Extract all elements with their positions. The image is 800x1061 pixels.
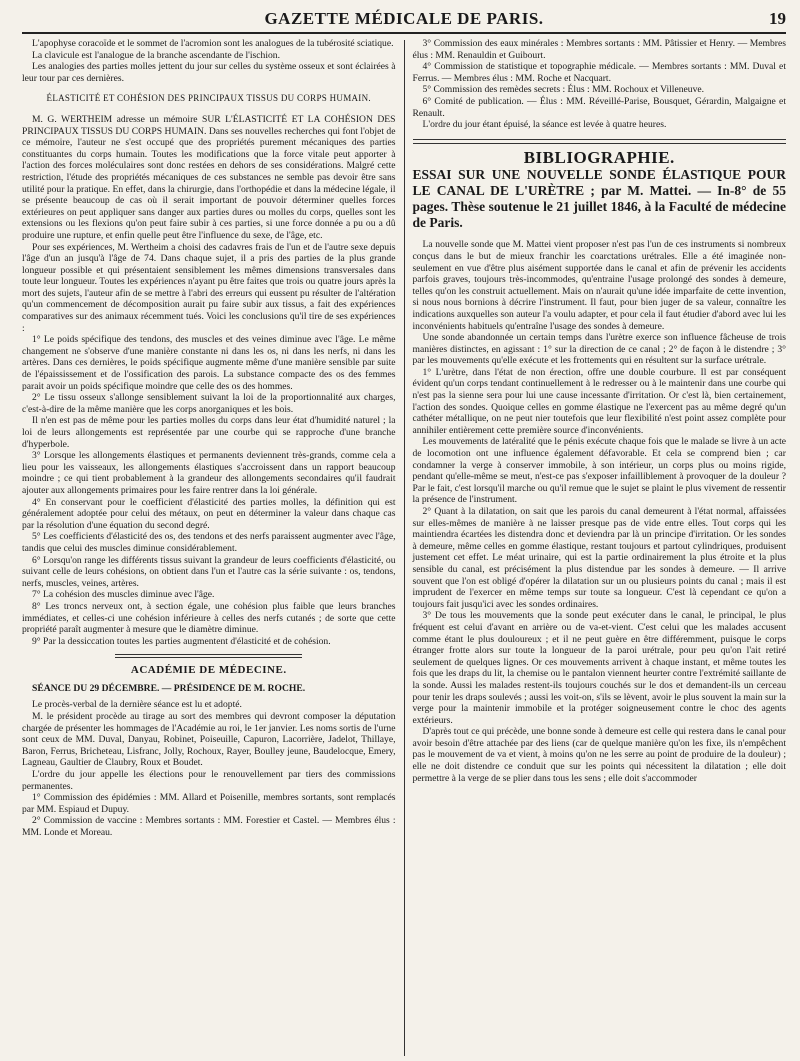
review-paragraph: Les mouvements de latéralité que le pénis exécute chaque fois que le malade se livre à un acte de locomotion ont une influence également défavorable. Et cela se comprend bien ; car condamner la verge à conserver immobile, à son intérieur, un corps plus ou moins rigide, pendant qu'elle-même se meut, n'est-ce pas s'exposer infailliblement à provoquer de la douleur ? Par le fait, c'est lorsqu'il marche ou qu'il remue que le sujet se plaint le plus vivement de ressentir la présence de l'instrument. [412,436,786,506]
page-header [22,0,786,34]
intro-paragraph: La clavicule est l'analogue de la branche ascendante de l'ischion. [32,49,280,61]
academie-paragraph: 1° Commission des épidémies : MM. Allard et Poisenille, membres sortants, sont remplacés par MM. Espiaud et Dupuy. [22,792,396,815]
bibliographie-title: BIBLIOGRAPHIE. [523,147,675,167]
seance-heading: SÉANCE DU 29 DÉCEMBRE. — PRÉSIDENCE DE M. ROCHE. [32,682,306,694]
academie-paragraph: M. le président procède au tirage au sort des membres qui devront composer la députation chargée de présenter les hommages de l'Académie au roi, le 1er janvier. Les noms sortis de l'urne sont ceux de MM. Duval, Danyau, Robinet, Poiseuille, Capuron, Lacorrière, Jadelot, Thillaye, Baron, Ferrus, Bricheteau, Lisfranc, Jolly, Rochoux, Rayer, Boulley jeune, Baudelocque, Emery, Lagneau, Gaultier de Claubry, Roux et Boudet. [22,711,396,769]
page-number: 19 [768,9,786,28]
commission-item: 5° Commission des remèdes secrets : Élus : MM. Rochoux et Villeneuve. [422,84,705,96]
conclusion-item: 3° Lorsque les allongements élastiques et permanents deviennent très-grands, comme cela a lieu pour les vaisseaux, les allongements élastiques s'accroissent dans un rapport beaucoup moindre ; ce qui tient probablement à la grandeur des allongements secondaires qu'il faudrait ajouter aux allongements primaires pour les faire rentrer dans la loi générale. [22,450,396,496]
academie-paragraph: L'ordre du jour appelle les élections pour le renouvellement par tiers des commissions permanentes. [22,769,396,792]
conclusion-item: 5° Les coefficients d'élasticité des os, des tendons et des nerfs paraissent augmenter avec l'âge, tandis que celui des muscles diminue considérablement. [22,531,396,554]
review-paragraph: La nouvelle sonde que M. Mattei vient proposer n'est pas l'un de ces instruments si nombreux conçus dans le but de mieux franchir les coarctations urétrales. Elle a été imaginée non-seulement en vue d'être plus aisément supportée dans le canal et afin de prévenir les accidents parfois graves, toujours très-incommodes, qu'entraine l'usage prolongé des sondes à demeure, telles qu'on les construit actuellement. Mais on n'aurait qu'une idée imparfaite de cette invention, si nous nous bornions à décrire l'instrument. Il faut, pour bien juger de sa valeur, connaître les indications auxquelles son auteur l'a voulu adapter, et pour cela il faut étudier d'abord avec lui les inconvénients habituels qu'entraîne l'usage des sondes à demeure. [412,239,786,332]
left-column [22,38,404,1056]
review-paragraph: Une sonde abandonnée un certain temps dans l'urètre exerce son influence fâcheuse de trois manières distinctes, en agissant : 1° sur la direction de ce canal ; 2° de façon à le distendre ; 3° par les mouvements qu'elle exécute et les frottements qui en résultent sur la surface urétrale. [412,332,786,367]
conclusion-item: 6° Lorsqu'on range les différents tissus suivant la grandeur de leurs coefficients d'élasticité, ou suivant celle de leurs cohésions, on obtient dans l'un et l'autre cas la série suivante : os, tendons, nerfs, muscles, veines, artères. [22,554,396,589]
review-paragraph: 3° De tous les mouvements que la sonde peut exécuter dans le canal, le principal, le plus fréquent est celui d'avant en arrière ou de va-et-vient. C'est celui que les malades accusent comme étant le plus douloureux ; et il ne peut guère en être différemment, puisque le corps étranger frotte alors sur toute la longueur de la paroi urétrale, pour peu qu'on l'ait retiré seulement de quelques lignes. Or ces mouvements arrivent à chaque instant, et même toutes les fois que les draps du lit, la chemise ou le pantalon viennent heurter contre l'extrémité saillante de la sonde. Aussi les malades restent-ils toujours couchés sur le dos et demandent-ils un cerceau pour tenir les draps soulevés ; aussi les voit-on, s'ils se lèvent, avoir le plus souvent la main sur la verge pour la maintenir immobile et la protéger soigneusement contre le choc des agents extérieurs. [412,610,786,726]
right-column [405,38,787,1056]
review-paragraph: 2° Quant à la dilatation, on sait que les parois du canal demeurent à l'état normal, affaissées sur elles-mêmes de manière à ne laisser presque pas de vide entre elles. Tout corps qui les maintiendra écartées les distendra donc et deviendra par là un principe d'irritation. Or les sondes à demeure, même celles en gomme élastique, restant toujours et partout cylindriques, produisent justement cet effet. Le méat urinaire, qui est la partie ordinairement la plus étroite et la plus sensible du canal, est précisément la plus distendue par les sondes à demeure. — Il arrive souvent que l'on est obligé d'opérer la dilatation sur un ou plusieurs points du canal ; mais il est imprudent de l'exercer en même temps sur toute sa longueur. C'est là cependant ce qu'on a toujours fait jusqu'ici avec les sondes ordinaires. [412,506,786,610]
conclusion-item: 9° Par la dessiccation toutes les parties augmentent d'élasticité et de cohésion. [32,635,331,647]
book-title [413,167,787,231]
wertheim-paragraph: M. G. WERTHEIM adresse un mémoire SUR L'ÉLASTICITÉ ET LA COHÉSION DES PRINCIPAUX TISSUS DU CORPS HUMAIN. Dans ses nouvelles recherches qui font l'objet de ce mémoire, l'auteur ne s'est occupé que des propriétés purement mécaniques des parties constituantes du corps humain. Toutes les modifications que la force vitale peut apporter à l'action des forces moléculaires sont donc restées en dehors de ses considérations. Malgré cette restriction, l'étude des propriétés mécaniques de ces substances ne semble pas devoir être sans utilité pour la pratique. En effet, dans la chirurgie, dans l'orthopédie et dans la médecine légale, il se présente beaucoup de cas où il serait important de pouvoir déterminer quelles forces extérieures on peut appliquer sans danger aux parties dures ou molles du corps, quelles sont les extensions ou les flexions qu'on peut faire subir à ces parties, si une force donnée a pu ou a dû produire une rupture, et enfin quelle peut être l'influence du sexe, de l'âge, etc. [22,113,396,241]
conclusions-list [22,334,396,647]
conclusion-item: 8° Les troncs nerveux ont, à section égale, une cohésion plus faible que leurs branches immédiates, et celles-ci une cohésion inférieure à celles des nerfs cutanés ; de sorte que cette propriété paraît augmenter à mesure que le diamètre diminue. [22,600,396,636]
review-paragraph: 1° L'urètre, dans l'état de non érection, offre une double courbure. Il est par conséquent évident qu'un corps tendant continuellement à le redresser ou à le maintenir dans une courbe qui n'est pas la sienne sera pour lui une cause incessante d'irritation. Or c'est là, bien certainement, l'action des sondes. Quoique celles en gomme élastique ne l'exercent pas au même degré qu'un cathéter métallique, on ne peut nier toutefois que leur flexibilité n'est point assez complète pour annihiler entièrement cette première source d'inconvénients. [412,366,786,436]
review-paragraph: D'après tout ce qui précède, une bonne sonde à demeure est celle qui restera dans le canal pour avoir besoin d'être attachée par des liens (car de quelque manière qu'on les fixe, ils n'empêchent pas le mouvement de va et vient, à moins qu'on ne les serre au point de produire de la douleur) ; elle ne doit distendre ce conduit que sur les points qui nécessitent la dilatation ; elle doit permettre à la verge de se plier dans tous les sens ; elle doit s'accommoder [412,726,786,784]
commission-item: L'ordre du jour étant épuisé, la séance est levée à quatre heures. [422,119,667,131]
commission-item: 3° Commission des eaux minérales : Membres sortants : MM. Pâtissier et Henry. — Membres élus : MM. Renauldin et Guibourt. [412,38,786,61]
book-title-details: ; par M. Mattei. — In-8° de 55 pages. Thèse soutenue le 21 juillet 1846, à la Faculté de médecine de Paris. [412,183,786,231]
academie-paragraph: 2° Commission de vaccine : Membres sortants : MM. Forestier et Castel. — Membres élus : MM. Londe et Moreau. [22,815,396,838]
book-title-main: ESSAI SUR UNE NOUVELLE SONDE ÉLASTIQUE POUR LE CANAL DE L'URÈTRE [412,167,786,199]
conclusion-item: 4° En conservant pour le coefficient d'élasticité des parties molles, la définition qui est généralement adoptée pour celui des métaux, on peut en déterminer la valeur dans chaque cas par la résolution d'une équation du second degré. [22,496,396,531]
section-separator [115,654,302,658]
wertheim-paragraph: Pour ses expériences, M. Wertheim a choisi des cadavres frais de l'un et de l'autre sexe depuis l'âge d'un an jusqu'à l'âge de 74. Dans chaque sujet, il a pris des parties de la plus grande longueur possible et qui présentaient sensiblement les mêmes dimensions transversales dans toute leur longueur. Toutes les expériences n'ayant pu être faites que trois ou quatre jours après la mort des sujets, l'auteur afin de se mettre à l'abri des erreurs qui eussent pu résulter de l'altération qu'un commencement de décomposition aurait pu faire subir aux tissus, a fait des expériences comparatives sur des animaux récemment tués. Voici les conclusions qu'il tire de ses expériences : [22,241,396,334]
intro-paragraph: Les analogies des parties molles jettent du jour sur celles du système osseux et sont éclairées à leur tour par ces dernières. [22,61,396,84]
academie-paragraph: Le procès-verbal de la dernière séance est lu et adopté. [32,699,242,711]
academie-title: ACADÉMIE DE MÉDECINE. [130,664,287,677]
commission-item: 4° Commission de statistique et topographie médicale. — Membres sortants : MM. Duval et Ferrus. — Membres élus : MM. Roche et Nacquart. [412,61,786,84]
intro-paragraph: L'apophyse coracoïde et le sommet de l'acromion sont les analogues de la tubérosité sciatique. [32,38,394,49]
conclusion-item: Il n'en est pas de même pour les parties molles du corps dans leur état d'humidité naturel ; la loi de leurs allongements est représentée par une courbe qui se rapproche d'une branche d'hyperbole. [22,415,396,450]
conclusion-item: 2° Le tissu osseux s'allonge sensiblement suivant la loi de la proportionnalité aux charges, c'est-à-dire de la même manière que les corps anorganiques et les bois. [22,392,396,415]
commission-item: 6° Comité de publication. — Élus : MM. Réveillé-Parise, Bousquet, Gérardin, Malgaigne et Renault. [412,95,786,119]
section-heading: ÉLASTICITÉ ET COHÉSION DES PRINCIPAUX TISSUS DU CORPS HUMAIN. [46,93,371,104]
publication-title: GAZETTE MÉDICALE DE PARIS. [264,9,544,28]
conclusion-item: 7° La cohésion des muscles diminue avec l'âge. [32,589,215,601]
columns [22,38,786,1056]
conclusion-item: 1° Le poids spécifique des tendons, des muscles et des veines diminue avec l'âge. Le même changement ne s'observe d'une manière constante ni dans les os, ni dans les nerfs, ni dans les artères. Dans ces dernières, le poids spécifique augmente même d'une manière sensible par suite de l'épaississement et de l'ossification des parois. La substance compacte des os des femmes parait avoir un poids spécifique moindre que celle des os des hommes. [22,334,396,392]
section-separator [413,139,787,144]
